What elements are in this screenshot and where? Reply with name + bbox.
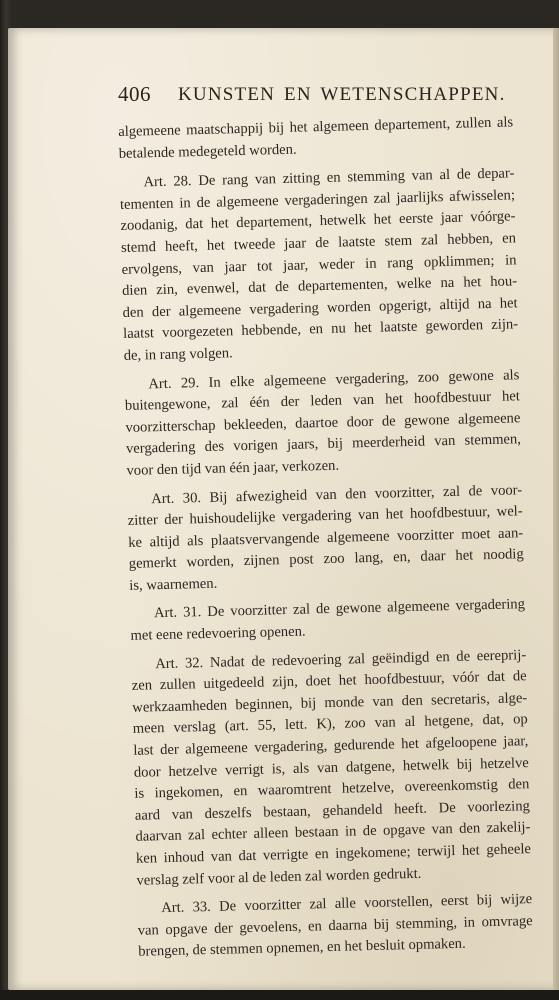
text-line: de, in rang volgen. bbox=[123, 345, 233, 364]
text-line: verslag zelf voor al de leden zal worden gedrukt. bbox=[136, 865, 422, 889]
text-line: Art. 31. De voorzitter zal de gewone algemeene vergadering bbox=[153, 596, 526, 622]
text-line: zoodanig, dat het departement, hetwelk het eerste jaar vóórge- bbox=[120, 208, 516, 235]
text-line: voorzitterschap bekleeden, daartoe door de gewone algemeene bbox=[125, 409, 521, 436]
page-header bbox=[118, 82, 518, 118]
paragraph bbox=[118, 112, 514, 165]
text-line: den der algemeene vergadering worden opgerigt, altijd na het bbox=[122, 295, 518, 321]
page-number: 406 bbox=[118, 82, 151, 106]
article-29-body bbox=[125, 386, 522, 482]
text-line: werkzaamheden beginnen, bij monde van den secretaris, alge- bbox=[132, 690, 528, 716]
text-line: met eene redevoering openen. bbox=[130, 623, 306, 644]
text-line: is, waarnemen. bbox=[129, 575, 218, 594]
text-line: ke altijd als plaatsvervangende algemeene voorzitter moet aan- bbox=[128, 524, 524, 551]
text-line: tementen in de algemeene vergaderingen zal jaarlijks afwisselen; bbox=[119, 187, 516, 213]
article-28-body bbox=[120, 185, 519, 367]
text-line: vergadering des vorigen jaars, bij meerderheid van stemmen, bbox=[125, 431, 522, 458]
article-32-body bbox=[132, 666, 532, 892]
text-line: meen verslag (art. 55, lett. K), zoo van al hetgene, dat, op bbox=[132, 711, 528, 738]
text-line: Art. 32. Nadat de redevoering zal geëindigd en de eereprij- bbox=[155, 646, 527, 672]
page-edge bbox=[553, 28, 559, 990]
text-line: brengen, de stemmen opnemen, en het besluit opmaken. bbox=[138, 936, 466, 961]
text-line: betalende medegeteld worden. bbox=[118, 141, 297, 162]
running-head: KUNSTEN EN WETENSCHAPPEN. bbox=[178, 84, 506, 105]
text-line: Art. 33. De voorzitter zal alle voorstellen, eerst bij wijze bbox=[161, 891, 533, 917]
text-line: stemd heeft, het tweede jaar de laatste stem zal hebben, en bbox=[120, 230, 517, 256]
text-line: Art. 30. Bij afwezigheid van den voorzitter, zal de voor- bbox=[151, 481, 523, 507]
text-line: voor den tijd van één jaar, verkozen. bbox=[126, 457, 340, 479]
text-line: ervolgens, van jaar tot jaar, weder in rang opklimmen; in bbox=[121, 251, 517, 278]
text-line: is ingekomen, en waaromtrent hetzelve, overeenkomstig den bbox=[134, 776, 530, 803]
text-line: zitter der huishoudelijke vergadering van het hoofdbestuur, wel- bbox=[127, 503, 523, 529]
text-line: ken inhoud van dat verrigte en ingekomene; terwijl het geheele bbox=[135, 841, 532, 867]
scan-bottom-border bbox=[0, 990, 559, 1000]
text-line: zen zullen uitgedeeld zijn, doet het hoofdbestuur, vóór dat de bbox=[131, 668, 527, 695]
body-text bbox=[118, 112, 534, 970]
article-30-body bbox=[128, 501, 525, 597]
text-line: last der algemeene vergadering, gedurende het afgeloopene jaar, bbox=[133, 733, 529, 759]
text-line: laatst voorgezeten hebbende, en nu het laatste geworden zijn- bbox=[122, 316, 519, 343]
text-line: Art. 29. In elke algemeene vergadering, zoo gewone als bbox=[148, 366, 520, 392]
article-33-body bbox=[138, 911, 534, 964]
text-line: Art. 28. De rang van zitting en stemming van al de depar- bbox=[143, 165, 515, 191]
text-line: aard van deszelfs bestaan, gehandeld heeft. De voorlezing bbox=[134, 797, 531, 824]
text-line: van opgave der gevoelens, en daarna bij stemming, in omvrage bbox=[137, 912, 533, 939]
text-line: gemerkt worden, zijnen post zoo lang, en, daar het noodig bbox=[128, 546, 524, 573]
text-line: buitengewone, zal één der leden van het hoofdbestuur het bbox=[124, 388, 521, 415]
text-line: door hetzelve verrigt is, als van datgene, hetwelk bij hetzelve bbox=[133, 754, 529, 781]
text-line: daarvan zal echter alleen bestaan in de opgave van den zakelij- bbox=[135, 819, 531, 846]
text-line: dien zin, evenwel, dat de departementen, welke na het hou- bbox=[121, 273, 518, 300]
text-line: algemeene maatschappij bij het algemeen departement, zullen als bbox=[118, 114, 514, 140]
